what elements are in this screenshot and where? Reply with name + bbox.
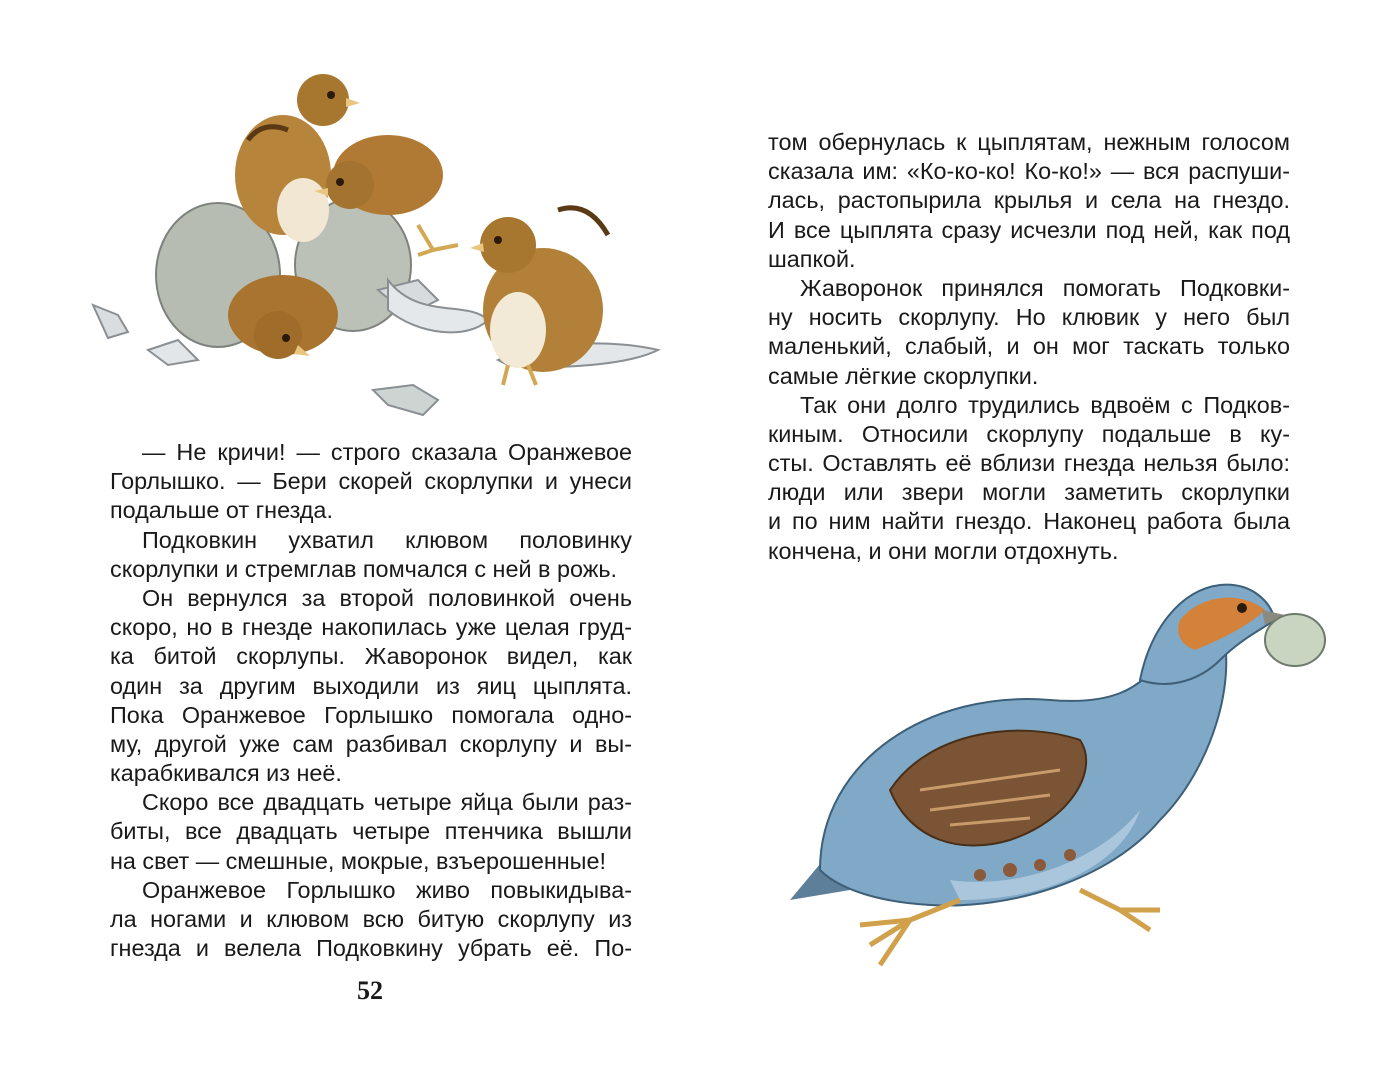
chicks-illustration <box>88 60 668 430</box>
text-line: Он вернулся за второй половинкой очень <box>142 584 632 611</box>
text-line: сты. Оставлять её вблизи гнезда нельзя было: <box>768 450 1290 477</box>
text-line: ну носить скорлупу. Но клювик у него был <box>768 304 1290 331</box>
text-line: Подковкин ухватил клювом половинку <box>142 526 632 553</box>
text-line: лась, растопырила крылья и села на гнездо. <box>768 187 1290 214</box>
text-line: Пока Оранжевое Горлышко помогала одно- <box>110 701 632 728</box>
text-line: киным. Относили скорлупу подальше в ку- <box>768 420 1290 447</box>
text-line: ка битой скорлупы. Жаворонок видел, как <box>110 643 632 670</box>
text-line: Жаворонок принялся помогать Подковки- <box>800 274 1290 301</box>
text-line: ла ногами и клювом всю битую скорлупу из <box>110 906 632 932</box>
text-line: — Не кричи! — строго сказала Оранжевое <box>142 439 632 465</box>
text-line: маленький, слабый, и он мог таскать только <box>768 333 1290 360</box>
right-column-text <box>768 128 1290 566</box>
text-line: Оранжевое Горлышко живо повыкидыва- <box>142 876 632 903</box>
text-line: карабкивался из неё. <box>110 760 342 787</box>
text-line: кончена, и они могли отдохнуть. <box>768 537 1119 564</box>
text-line: подальше от гнезда. <box>110 497 333 524</box>
text-line: скорлупки и стремглав помчался с ней в рожь. <box>110 555 618 582</box>
text-line: Так они долго трудились вдвоём с Подков- <box>800 391 1290 418</box>
text-line: люди или звери могли заметить скорлупки <box>768 479 1290 506</box>
text-line: И все цыплята сразу исчезли под ней, как под <box>768 216 1290 243</box>
text-line: том обернулась к цыплятам, нежным голосом <box>768 129 1290 155</box>
text-line: самые лёгкие скорлупки. <box>768 362 1039 389</box>
text-line: Горлышко. — Бери скорей скорлупки и унеси <box>110 468 632 495</box>
partridge-illustration <box>780 570 1340 1000</box>
text-line: биты, все двадцать четыре птенчика вышли <box>110 818 632 845</box>
left-column-text <box>110 438 632 963</box>
text-line: Скоро все двадцать четыре яйца были раз- <box>142 789 632 816</box>
text-line: скоро, но в гнезде накопилась уже целая груд- <box>110 614 632 641</box>
text-line: один за другим выходили из яиц цыплята. <box>110 672 632 699</box>
text-line: на свет — смешные, мокрые, взъерошенные! <box>110 847 606 874</box>
text-line: гнезда и велела Подковкину убрать её. По- <box>110 935 632 962</box>
text-line: шапкой. <box>768 245 856 272</box>
text-line: сказала им: «Ко-ко-ко! Ко-ко!» — вся распуши- <box>768 158 1290 185</box>
page-number: 52 <box>357 976 383 1005</box>
text-line: му, другой уже сам разбивал скорлупу и вы- <box>110 730 632 757</box>
text-line: и по ним найти гнездо. Наконец работа была <box>768 508 1290 535</box>
